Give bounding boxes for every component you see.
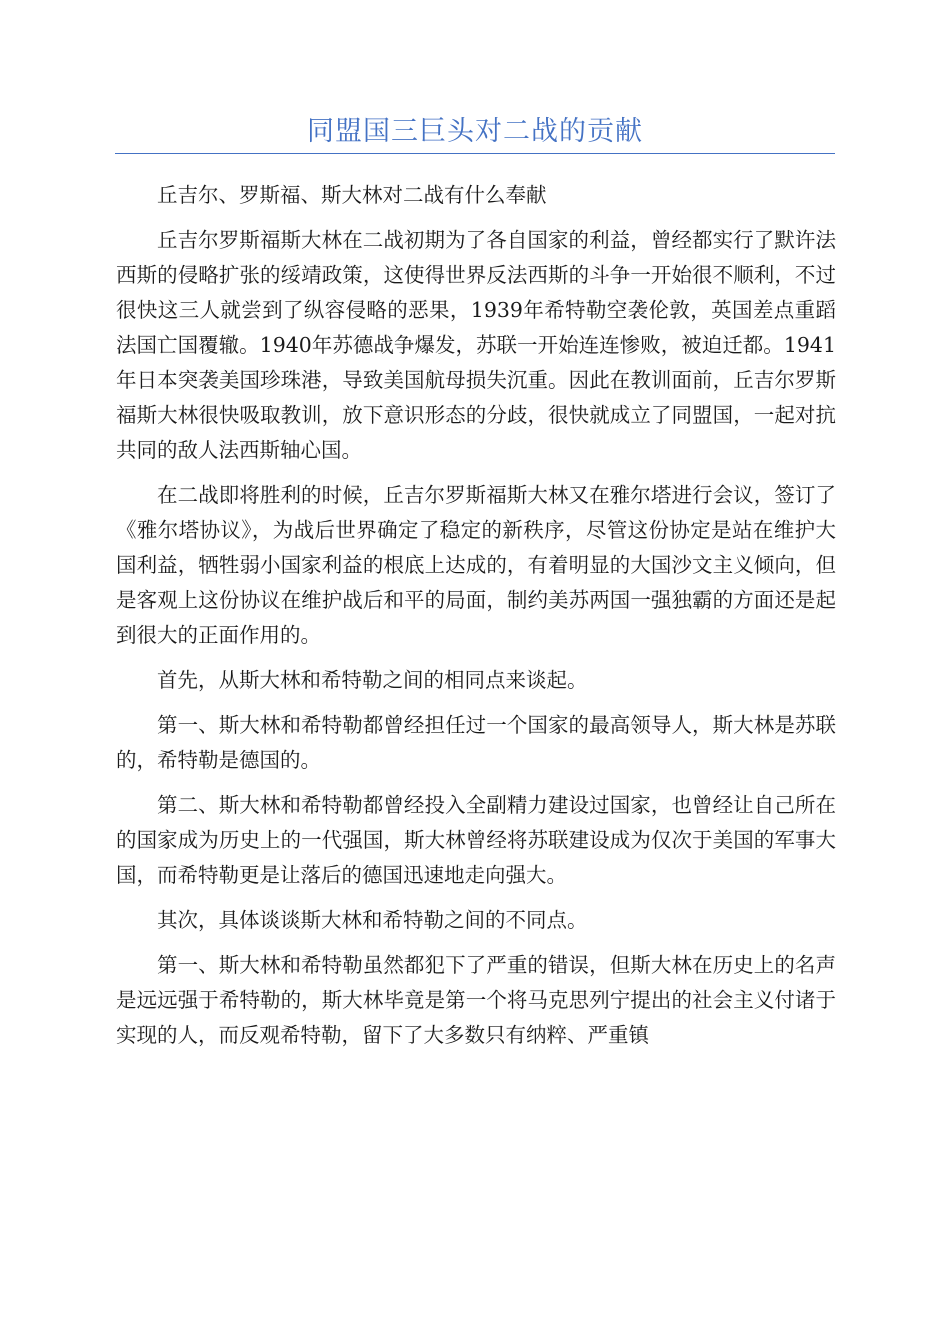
- paragraph-subtitle: 丘吉尔、罗斯福、斯大林对二战有什么奉献: [157, 183, 547, 207]
- paragraph: 第一、斯大林和希特勒都曾经担任过一个国家的最高领导人，斯大林是苏联的，希特勒是德国的。: [116, 713, 836, 772]
- paragraph: 在二战即将胜利的时候，丘吉尔罗斯福斯大林又在雅尔塔进行会议，签订了《雅尔塔协议》，为战后世界确定了稳定的新秩序，尽管这份协定是站在维护大国利益，牺牲弱小国家利益的根底上达成的，有着明显的大国沙文主义倾向，但是客观上这份协议在维护战后和平的局面，制约美苏两国一强独霸的方面还是起到很大的正面作用的。: [116, 483, 836, 647]
- paragraph: 丘吉尔罗斯福斯大林在二战初期为了各自国家的利益，曾经都实行了默许法西斯的侵略扩张的绥靖政策，这使得世界反法西斯的斗争一开始很不顺利，不过很快这三人就尝到了纵容侵略的恶果，1939年希特勒空袭伦敦，英国差点重蹈法国亡国覆辙。1940年苏德战争爆发，苏联一开始连连惨败，被迫迁都。1941年日本突袭美国珍珠港，导致美国航母损失沉重。因此在教训面前，丘吉尔罗斯福斯大林很快吸取教训，放下意识形态的分歧，很快就成立了同盟国，一起对抗共同的敌人法西斯轴心国。: [116, 228, 836, 462]
- paragraph: 其次，具体谈谈斯大林和希特勒之间的不同点。: [157, 908, 588, 932]
- paragraph: 第一、斯大林和希特勒虽然都犯下了严重的错误，但斯大林在历史上的名声是远远强于希特勒的，斯大林毕竟是第一个将马克思列宁提出的社会主义付诸于实现的人，而反观希特勒，留下了大多数只有纳粹、严重镇: [116, 953, 836, 1047]
- paragraph: 首先，从斯大林和希特勒之间的相同点来谈起。: [157, 668, 588, 692]
- document-title: 同盟国三巨头对二战的贡献: [307, 116, 643, 147]
- document-body: [116, 178, 836, 1053]
- paragraph: 第二、斯大林和希特勒都曾经投入全副精力建设过国家，也曾经让自己所在的国家成为历史上的一代强国，斯大林曾经将苏联建设成为仅次于美国的军事大国，而希特勒更是让落后的德国迅速地走向强大。: [116, 793, 836, 887]
- title-underline: [115, 153, 835, 154]
